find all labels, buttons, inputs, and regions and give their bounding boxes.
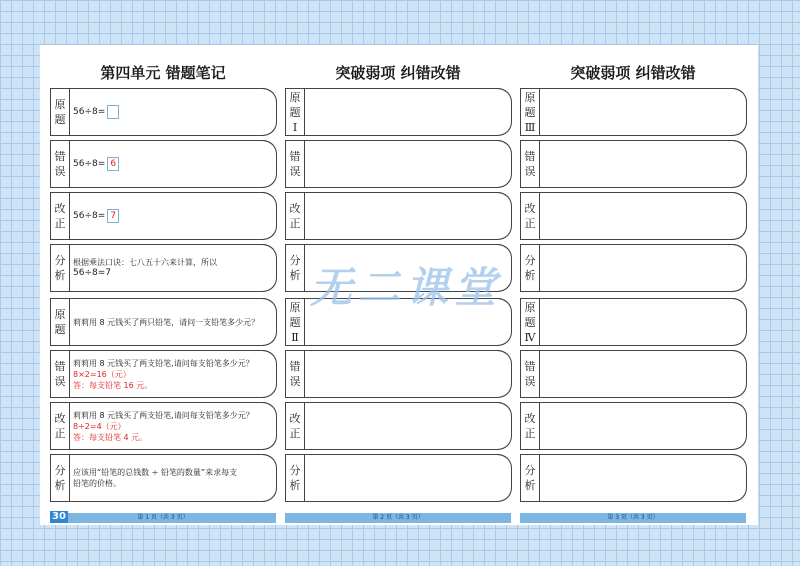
row-label: 原 题 Ⅰ (286, 89, 305, 135)
problem1-analysis-row (50, 244, 276, 292)
blank-wrong-row-4[interactable] (520, 350, 746, 398)
blank-corrected-row-3[interactable] (520, 192, 746, 240)
problem1-original-equation: 56÷8= (73, 106, 106, 117)
problem2-wrong-question: 莉莉用 8 元钱买了两支铅笔,请问每支铅笔多少元？ (73, 358, 254, 368)
row-label: 错 误 (51, 351, 70, 397)
corrected-answer-box: 7 (107, 209, 119, 223)
problem2-wrong-calc: 8×2=16（元） (73, 369, 131, 379)
blank-original-row-4[interactable] (520, 298, 746, 346)
row-label: 分 析 (521, 455, 540, 501)
blank-analysis-row-3[interactable] (520, 244, 746, 292)
right-column-title: 突破弱项 纠错改错 (570, 64, 696, 82)
row-label: 分 析 (51, 245, 70, 291)
wrong-answer-box: 6 (107, 157, 119, 171)
problem2-original-text: 莉莉用 8 元钱买了两只铅笔，请问一支铅笔多少元？ (73, 317, 260, 327)
row-label: 改 正 (286, 193, 305, 239)
row-label: 分 析 (521, 245, 540, 291)
problem2-corrected-calc: 8÷2=4（元） (73, 421, 126, 431)
page-number-badge: 30 (50, 511, 68, 523)
row-label: 改 正 (51, 403, 70, 449)
blank-analysis-row-4[interactable] (520, 454, 746, 502)
row-label: 错 误 (51, 141, 70, 187)
problem2-corrected-question: 莉莉用 8 元钱买了两支铅笔,请问每支铅笔多少元？ (73, 410, 254, 420)
row-label: 原 题 Ⅳ (521, 299, 540, 345)
problem2-corrected-row (50, 402, 276, 450)
row-label: 错 误 (286, 141, 305, 187)
row-label: 改 正 (521, 193, 540, 239)
footer-page-2: 第 2 页（共 3 页） (285, 513, 511, 523)
row-label: 原 题 Ⅱ (286, 299, 305, 345)
footer-page-3: 第 3 页（共 3 页） (520, 513, 746, 523)
row-label: 改 正 (286, 403, 305, 449)
blank-analysis-row-2[interactable] (285, 454, 511, 502)
row-label: 改 正 (51, 193, 70, 239)
blank-corrected-row-2[interactable] (285, 402, 511, 450)
problem1-original-row (50, 88, 276, 136)
watermark-logo: 无二课堂 (310, 263, 503, 312)
problem2-original-row (50, 298, 276, 346)
row-label: 错 误 (521, 351, 540, 397)
blank-analysis-row-1[interactable] (285, 244, 511, 292)
left-column-title: 第四单元 错题笔记 (100, 64, 226, 82)
analysis-equation: 56÷8=7 (73, 268, 111, 278)
blank-wrong-row-2[interactable] (285, 350, 511, 398)
row-label: 错 误 (286, 351, 305, 397)
problem1-corrected-row (50, 192, 276, 240)
problem1-wrong-equation: 56÷8= (73, 158, 106, 169)
row-label: 分 析 (51, 455, 70, 501)
blank-corrected-row-4[interactable] (520, 402, 746, 450)
analysis-text: 根据乘法口诀：七八五十六来计算，所以 (73, 258, 217, 267)
middle-column-title: 突破弱项 纠错改错 (335, 64, 461, 82)
problem2-analysis-text: 应该用“铅笔的总钱数 ÷ 铅笔的数量”来求每支 (73, 468, 238, 477)
problem2-wrong-row (50, 350, 276, 398)
problem2-wrong-answer: 答：每支铅笔 16 元。 (73, 380, 153, 390)
problem2-analysis-text-2: 铅笔的价格。 (73, 479, 121, 488)
blank-wrong-row-3[interactable] (520, 140, 746, 188)
blank-original-row-2[interactable] (285, 298, 511, 346)
row-label: 原 题 (51, 89, 70, 135)
row-label: 改 正 (521, 403, 540, 449)
blank-corrected-row-1[interactable] (285, 192, 511, 240)
blank-wrong-row-1[interactable] (285, 140, 511, 188)
blank-original-row-3[interactable] (520, 88, 746, 136)
row-label: 原 题 Ⅲ (521, 89, 540, 135)
row-label: 错 误 (521, 141, 540, 187)
problem1-wrong-row (50, 140, 276, 188)
row-label: 分 析 (286, 455, 305, 501)
answer-box (107, 105, 119, 119)
problem1-corrected-equation: 56÷8= (73, 210, 106, 221)
row-label: 原 题 (51, 299, 70, 345)
footer-page-1: 第 1 页（共 3 页） (50, 513, 276, 523)
problem2-analysis-row (50, 454, 276, 502)
problem2-corrected-answer: 答：每支铅笔 4 元。 (73, 432, 148, 442)
row-label: 分 析 (286, 245, 305, 291)
blank-original-row-1[interactable] (285, 88, 511, 136)
